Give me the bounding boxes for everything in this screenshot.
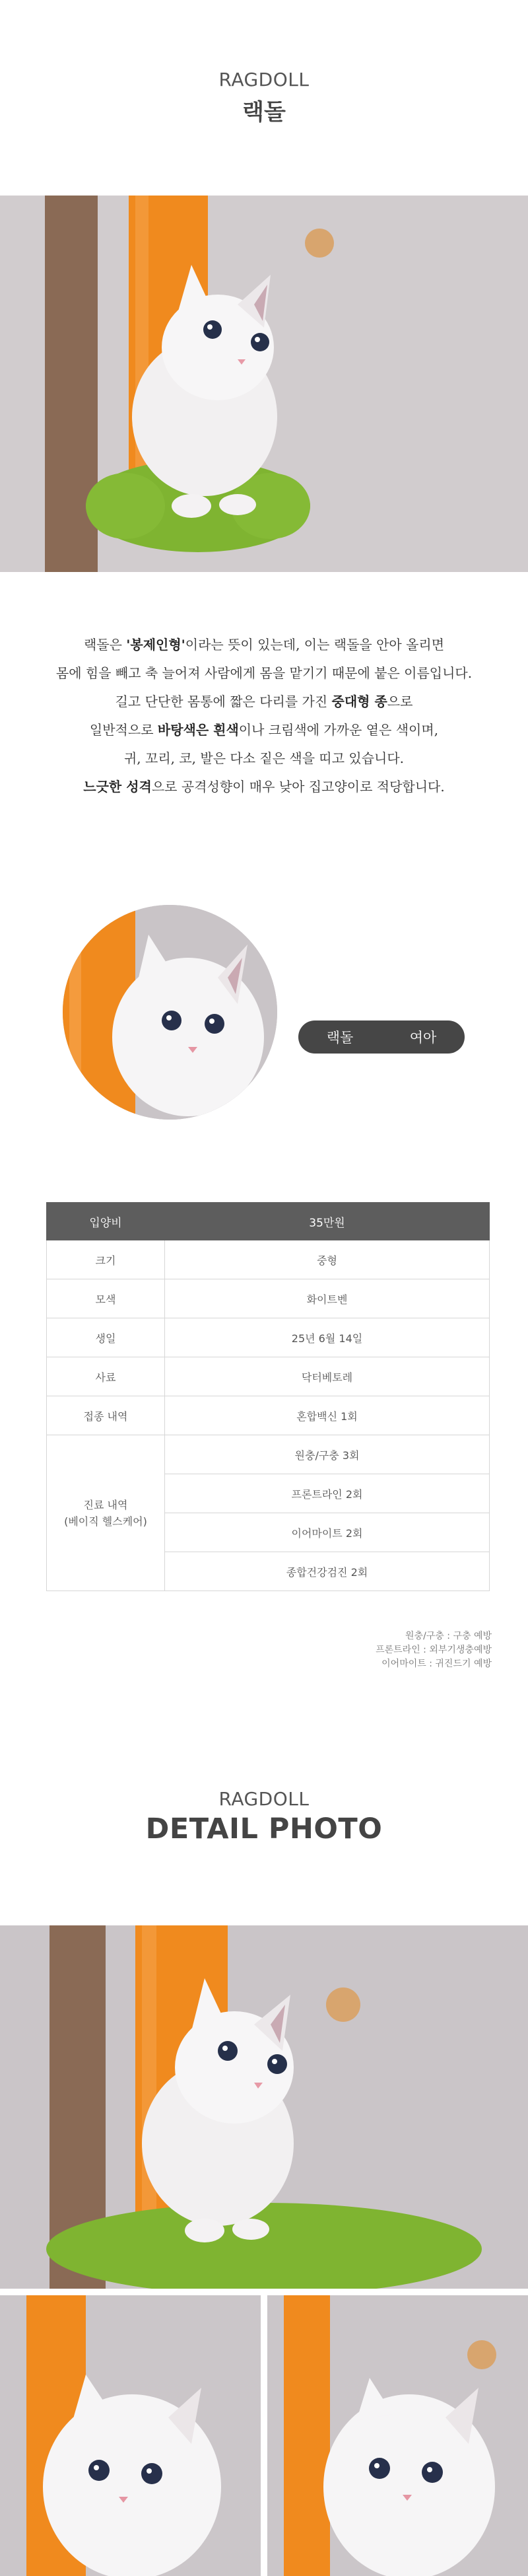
description-line-3: 길고 단단한 몸통에 짧은 다리를 가진 중대형 종으로 — [115, 694, 413, 709]
page-title: 랙돌 — [242, 99, 286, 125]
description-line-2: 몸에 힘을 빼고 축 늘어져 사람에게 몸을 맡기기 때문에 붙은 이름입니다. — [55, 665, 473, 681]
hero-photo — [0, 196, 528, 572]
treatment-label-line-1: 진료 내역 — [83, 1498, 128, 1511]
footnote: 프론트라인 : 외부기생충예방 — [376, 1645, 492, 1655]
table-row — [47, 1279, 490, 1318]
detail-photo-left — [0, 2295, 261, 2576]
row-label: 크기 — [47, 1240, 165, 1279]
description-line-5: 귀, 꼬리, 코, 발은 다소 짙은 색을 띠고 있습니다. — [123, 750, 405, 766]
table-row — [47, 1240, 490, 1279]
row-label: 사료 — [47, 1357, 165, 1396]
row-label: 모색 — [47, 1279, 165, 1318]
treatment-value: 프론트라인 2회 — [165, 1474, 490, 1513]
detail-eyebrow: RAGDOLL — [218, 1788, 310, 1810]
row-value: 중형 — [165, 1240, 490, 1279]
table-row — [47, 1357, 490, 1396]
price-value: 35만원 — [165, 1203, 490, 1240]
description-line-6: 느긋한 성격으로 공격성향이 매우 낮아 집고양이로 적당합니다. — [83, 779, 445, 795]
gender-label: 여아 — [409, 1030, 437, 1046]
row-label: 접종 내역 — [47, 1396, 165, 1435]
footnotes — [376, 1629, 492, 1671]
treatment-label — [47, 1435, 165, 1591]
treatment-value: 종합건강검진 2회 — [165, 1552, 490, 1591]
row-value: 25년 6월 14일 — [165, 1318, 490, 1357]
row-value: 혼합백신 1회 — [165, 1396, 490, 1435]
row-value: 닥터베토레 — [165, 1357, 490, 1396]
info-table — [46, 1202, 490, 1591]
breed-gender-pill — [298, 1020, 465, 1054]
detail-title: DETAIL PHOTO — [145, 1812, 383, 1845]
row-label: 생일 — [47, 1318, 165, 1357]
table-row — [47, 1435, 490, 1474]
breed-description — [0, 631, 528, 801]
row-value: 화이트벤 — [165, 1279, 490, 1318]
profile-photo — [63, 905, 277, 1120]
table-row — [47, 1203, 490, 1240]
footnote: 원충/구충 : 구충 예방 — [405, 1631, 492, 1641]
treatment-label-line-2: (베이직 헬스케어) — [64, 1515, 147, 1528]
price-label: 입양비 — [47, 1203, 165, 1240]
table-row — [47, 1318, 490, 1357]
description-line-4: 일반적으로 바탕색은 흰색이나 크림색에 가까운 옅은 색이며, — [89, 722, 439, 738]
header-eyebrow: RAGDOLL — [218, 69, 310, 90]
treatment-value: 원충/구충 3회 — [165, 1435, 490, 1474]
footnote: 이어마이트 : 귀진드기 예방 — [381, 1659, 492, 1669]
detail-photo-right — [267, 2295, 528, 2576]
treatment-value: 이어마이트 2회 — [165, 1513, 490, 1552]
detail-photo-large — [0, 1925, 528, 2289]
breed-label: 랙돌 — [326, 1030, 354, 1046]
description-line-1: 랙돌은 '봉제인형'이라는 뜻이 있는데, 이는 랙돌을 안아 올리면 — [83, 637, 445, 653]
table-row — [47, 1396, 490, 1435]
